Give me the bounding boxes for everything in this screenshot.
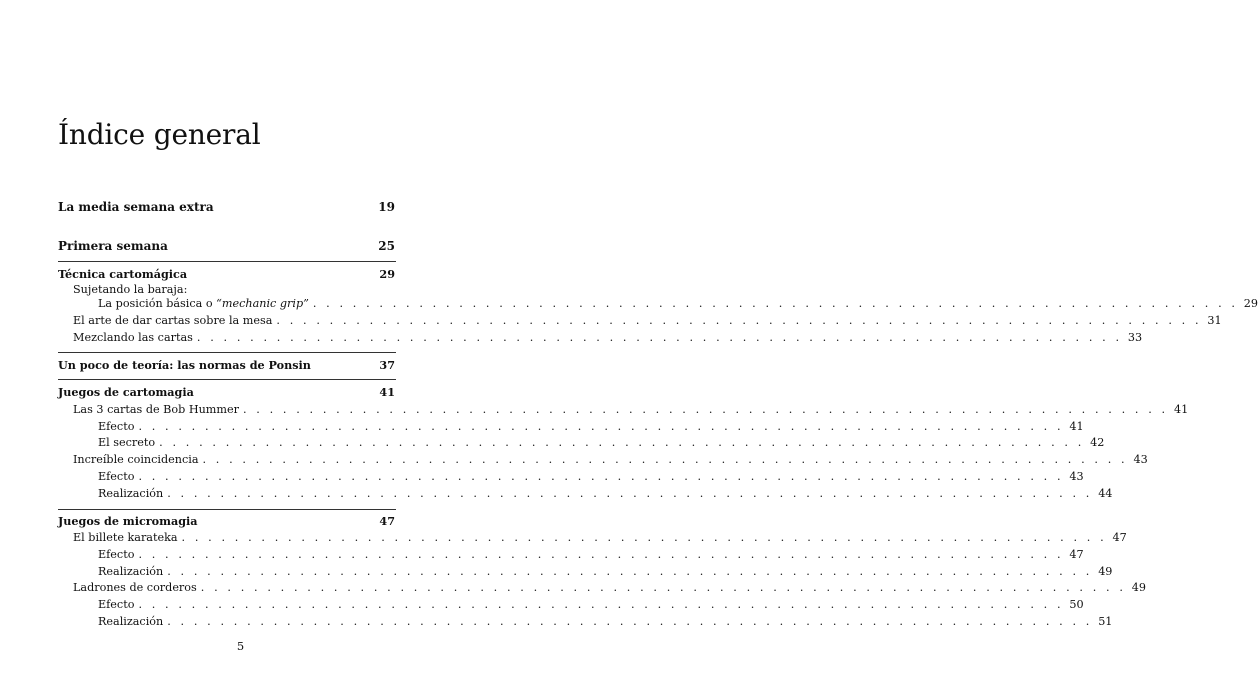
page-number: 5 (236, 639, 245, 653)
toc-entry-label: El arte de dar cartas sobre la mesa (73, 314, 273, 327)
dot-leader: . . . . . . . . . . . . . . . . . . . . . . . . . . . . . . . . . . . . . . . . . . . . . . . . . . . . . . . . . . . . . . . . . . . . . . (138, 598, 1064, 611)
toc-entry-page: 51 (1098, 615, 1113, 628)
toc-entry-label: El secreto (98, 436, 156, 449)
toc-entry-label: Ladrones de corderos (73, 581, 197, 594)
toc-entry[interactable] (0, 580, 1146, 596)
toc-entry-page: 41 (1069, 420, 1084, 433)
toc-entry-label: Efecto (98, 470, 135, 483)
toc-entry[interactable] (0, 330, 1143, 346)
section-divider (58, 352, 396, 353)
toc-entry-page: 42 (1090, 436, 1105, 449)
toc-entry-page: 25 (378, 239, 395, 253)
dot-leader: . . . . . . . . . . . . . . . . . . . . . . . . . . . . . . . . . . . . . . . . . . . . . . . . . . . . . . . . . . . . . . . . . . . . . . (202, 453, 1128, 466)
dot-leader: . . . . . . . . . . . . . . . . . . . . . . . . . . . . . . . . . . . . . . . . . . . . . . . . . . . . . . . . . . . . . . . . . . . . . . (196, 331, 1123, 344)
section-divider (58, 509, 396, 510)
toc-entry-label (98, 296, 309, 312)
toc-entry-label: El billete karateka (73, 531, 178, 544)
toc-entry-page: 44 (1098, 487, 1113, 500)
toc-entry-label: Realización (98, 615, 164, 628)
toc-entry-page: 49 (1098, 565, 1113, 578)
toc-entry[interactable] (0, 266, 481, 282)
section-divider (58, 261, 396, 262)
toc-entry[interactable] (0, 296, 1258, 312)
toc-entry-label: Las 3 cartas de Bob Hummer (73, 403, 239, 416)
dot-leader: . . . . . . . . . . . . . . . . . . . . . . . . . . . . . . . . . . . . . . . . . . . . . . . . . . . . . . . . . . . . . . . . . . . . . . (181, 531, 1107, 544)
toc-entry-page: 50 (1069, 598, 1084, 611)
toc-entry-page: 43 (1133, 453, 1148, 466)
toc-entry-label: Increíble coincidencia (73, 453, 199, 466)
page-title: Índice general (58, 118, 261, 151)
toc-entry[interactable] (0, 384, 481, 400)
toc-entry-label-text: La posición básica o (98, 297, 217, 310)
toc-entry[interactable] (0, 238, 481, 254)
toc-entry-page: 47 (379, 514, 395, 528)
toc-entry-label: Efecto (98, 548, 135, 561)
toc-entry-label: Técnica cartomágica (58, 267, 188, 281)
dot-leader: . . . . . . . . . . . . . . . . . . . . . . . . . . . . . . . . . . . . . . . . . . . . . . . . . . . . . . . . . . . . . . . . . . . . . . (200, 581, 1126, 594)
toc-entry-page: 29 (1243, 297, 1258, 310)
toc-entry[interactable] (0, 199, 481, 215)
toc-entry-label: Sujetando la baraja: (73, 283, 188, 296)
toc-entry[interactable] (0, 452, 1148, 468)
toc-entry-page: 41 (379, 385, 395, 399)
toc-entry[interactable] (0, 513, 481, 529)
toc-entry[interactable] (0, 486, 1113, 502)
toc-entry-label: Efecto (98, 598, 135, 611)
toc-entry-label: Juegos de micromagia (58, 514, 198, 528)
toc-entry[interactable] (0, 357, 481, 373)
toc-entry-label: Realización (98, 487, 164, 500)
toc-entry[interactable] (0, 469, 1084, 485)
toc-entry[interactable] (0, 313, 1222, 329)
toc-entry-page: 31 (1207, 314, 1222, 327)
toc-entry-label: Efecto (98, 420, 135, 433)
toc-entry-page: 19 (378, 200, 395, 214)
dot-leader: . . . . . . . . . . . . . . . . . . . . . . . . . . . . . . . . . . . . . . . . . . . . . . . . . . . . . . . . . . . . . . . . . . . . . . (138, 420, 1064, 433)
toc-entry-label: La media semana extra (58, 200, 214, 214)
dot-leader: . . . . . . . . . . . . . . . . . . . . . . . . . . . . . . . . . . . . . . . . . . . . . . . . . . . . . . . . . . . . . . . . . . . . . . (276, 314, 1202, 327)
toc-entry[interactable] (0, 597, 1084, 613)
toc-entry-page: 49 (1131, 581, 1146, 594)
toc-entry-page: 29 (379, 267, 395, 281)
dot-leader: . . . . . . . . . . . . . . . . . . . . . . . . . . . . . . . . . . . . . . . . . . . . . . . . . . . . . . . . . . . . . . . . . . . . . . (138, 470, 1064, 483)
toc-entry-page: 43 (1069, 470, 1084, 483)
toc-entry[interactable] (0, 547, 1084, 563)
toc-entry[interactable] (0, 435, 1105, 451)
dot-leader: . . . . . . . . . . . . . . . . . . . . . . . . . . . . . . . . . . . . . . . . . . . . . . . . . . . . . . . . . . . . . . . . . . . . . . (167, 615, 1093, 628)
dot-leader: . . . . . . . . . . . . . . . . . . . . . . . . . . . . . . . . . . . . . . . . . . . . . . . . . . . . . . . . . . . . . . . . . . . . . . (138, 548, 1064, 561)
dot-leader: . . . . . . . . . . . . . . . . . . . . . . . . . . . . . . . . . . . . . . . . . . . . . . . . . . . . . . . . . . . . . . . . . . . . . . (312, 297, 1239, 310)
toc-entry-page: 41 (1173, 403, 1189, 416)
toc-entry-label: Juegos de cartomagia (58, 385, 194, 399)
toc-entry-page: 33 (1127, 331, 1143, 344)
dot-leader: . . . . . . . . . . . . . . . . . . . . . . . . . . . . . . . . . . . . . . . . . . . . . . . . . . . . . . . . . . . . . . . . . . . . . . (167, 565, 1093, 578)
toc-entry-label: Realización (98, 565, 164, 578)
toc-entry[interactable] (0, 530, 1127, 546)
toc-entry[interactable] (0, 402, 1189, 418)
toc-entry-label: Mezclando las cartas (73, 331, 193, 344)
toc-entry-label: Primera semana (58, 239, 168, 253)
dot-leader: . . . . . . . . . . . . . . . . . . . . . . . . . . . . . . . . . . . . . . . . . . . . . . . . . . . . . . . . . . . . . . . . . . . . . . (242, 403, 1169, 416)
dot-leader: . . . . . . . . . . . . . . . . . . . . . . . . . . . . . . . . . . . . . . . . . . . . . . . . . . . . . . . . . . . . . . . . . . . . . . (167, 487, 1093, 500)
toc-entry-page: 47 (1069, 548, 1084, 561)
toc-entry[interactable] (0, 419, 1084, 435)
toc-entry-label-emphasis: “mechanic grip” (216, 297, 309, 310)
toc-entry[interactable] (0, 614, 1113, 630)
toc-entry-page: 47 (1112, 531, 1127, 544)
section-divider (58, 379, 396, 380)
dot-leader: . . . . . . . . . . . . . . . . . . . . . . . . . . . . . . . . . . . . . . . . . . . . . . . . . . . . . . . . . . . . . . . . . . . . . . (159, 436, 1085, 449)
toc-entry[interactable] (0, 564, 1113, 580)
toc-entry-page: 37 (379, 358, 395, 372)
toc-entry-label: Un poco de teoría: las normas de Ponsin (58, 358, 311, 372)
